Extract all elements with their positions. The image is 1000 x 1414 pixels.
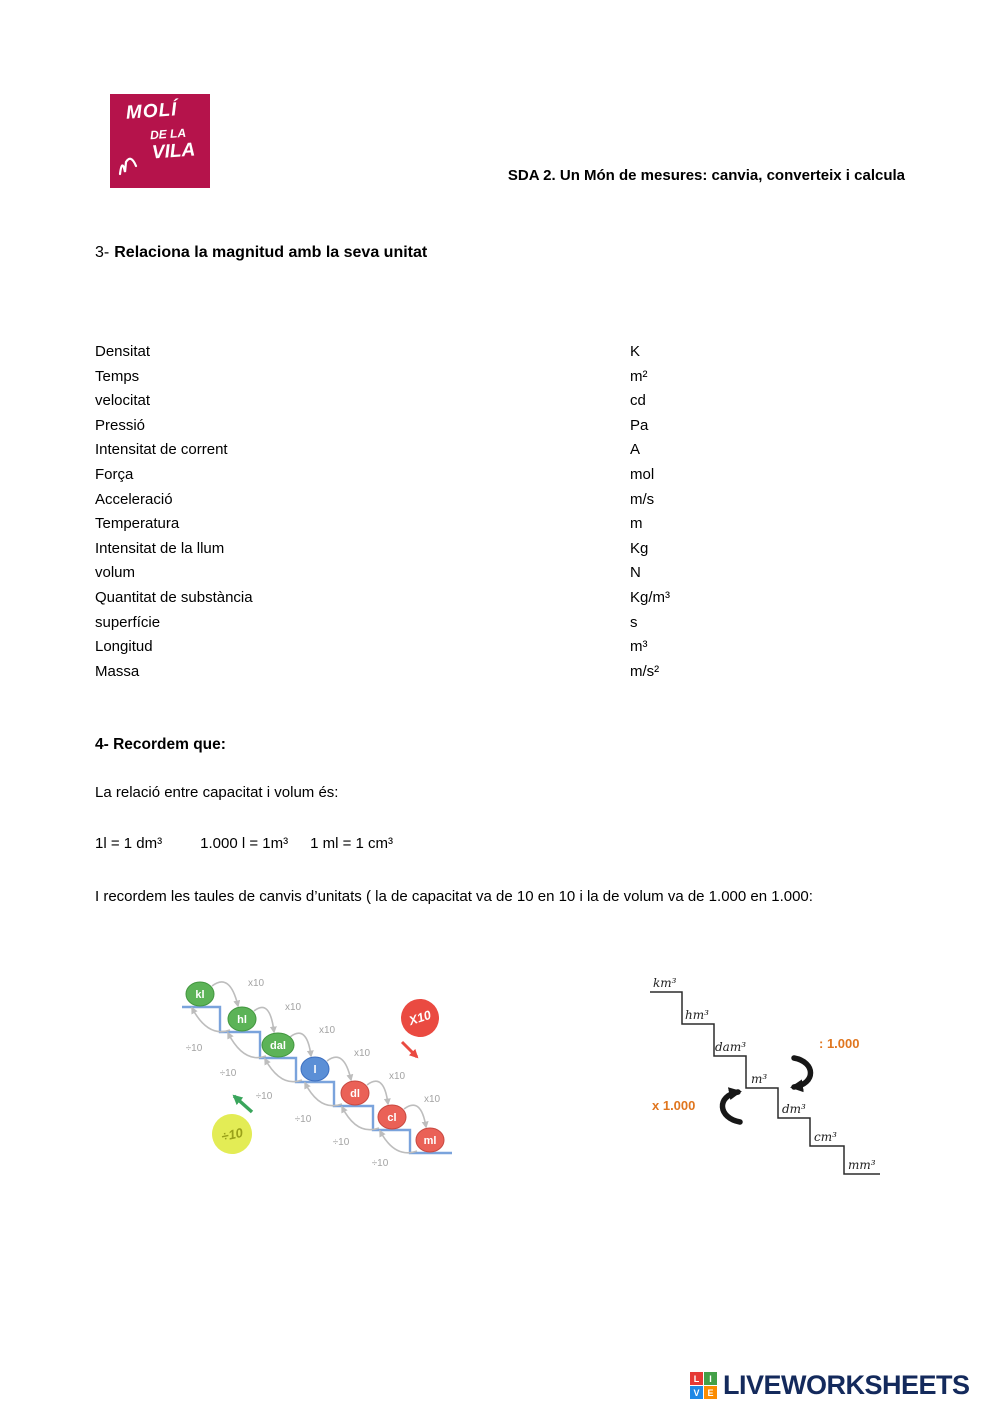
magnitude-label: superfície (95, 613, 161, 631)
match-row (95, 660, 815, 685)
svg-text:dal: dal (270, 1040, 286, 1052)
divide10-label: ÷10 (294, 1114, 312, 1125)
divide-1000-label: : 1.000 (819, 1036, 860, 1051)
x10-label: x10 (247, 978, 265, 989)
equation-item: 1.000 l = 1m³ (200, 835, 289, 852)
magnitude-label: Densitat (95, 343, 151, 360)
divide10-label: ÷10 (255, 1091, 273, 1102)
capacity-stairs-diagram (168, 956, 468, 1174)
svg-text:X10: X10 (407, 1007, 433, 1029)
magnitude-label: Temperatura (95, 515, 180, 533)
x10-label: x10 (318, 1025, 336, 1036)
volume-unit-label-dm3: dm³ (782, 1102, 806, 1116)
unit-label: Pa (630, 416, 649, 434)
capacity-volume-relation-text: La relació entre capacitat i volum és: (95, 784, 339, 801)
unit-label: K (630, 343, 641, 360)
magnitude-label: Intensitat de la llum (95, 539, 225, 557)
unit-circle-ml (416, 1128, 444, 1152)
match-row (95, 463, 815, 488)
match-row (95, 635, 815, 660)
lw-icon-cell: V (690, 1386, 703, 1399)
unit-label: N (630, 564, 641, 582)
match-row (95, 561, 815, 586)
liveworksheets-icon (690, 1372, 717, 1399)
svg-text:ml: ml (423, 1135, 437, 1147)
multiply-1000-arrow-icon (722, 1092, 740, 1122)
match-row (95, 586, 815, 611)
matching-exercise (95, 340, 815, 684)
match-row (95, 365, 815, 390)
divide10-label: ÷10 (371, 1158, 389, 1169)
section-3-heading (95, 244, 427, 262)
unit-circle-hl (228, 1007, 256, 1031)
unit-label: m³ (630, 638, 648, 656)
liveworksheets-wordmark: LIVEWORKSHEETS (723, 1370, 970, 1400)
magnitude-label: Intensitat de corrent (95, 441, 228, 459)
svg-text:cl: cl (387, 1112, 397, 1124)
document-header-title: SDA 2. Un Món de mesures: canvia, converteix i calcula (507, 167, 905, 184)
section-3-title: Relaciona la magnitud amb la seva unitat (114, 244, 428, 261)
divide10-label: ÷10 (332, 1137, 350, 1148)
volume-unit-label-mm3: mm³ (848, 1158, 876, 1172)
unit-label: m/s² (630, 662, 660, 680)
lw-icon-cell: I (704, 1372, 717, 1385)
match-row (95, 537, 815, 562)
match-row (95, 438, 815, 463)
equations-line (95, 835, 393, 852)
magnitude-label: Acceleració (95, 490, 173, 508)
school-logo-mark-icon (116, 150, 142, 178)
liveworksheets-logo (690, 1370, 970, 1401)
equation-item: 1l = 1 dm³ (95, 835, 163, 852)
divide10-badge (208, 1110, 255, 1157)
lw-icon-cell: E (704, 1386, 717, 1399)
school-logo-line2: DE LA (149, 125, 187, 143)
match-row (95, 488, 815, 513)
magnitude-label: velocitat (95, 392, 151, 410)
match-row (95, 611, 815, 636)
magnitude-label: Massa (95, 662, 140, 680)
lw-icon-cell: L (690, 1372, 703, 1385)
divide10-label: ÷10 (219, 1068, 237, 1079)
volume-unit-label-dam3: dam³ (715, 1040, 747, 1054)
green-up-arrow-icon (234, 1096, 252, 1112)
unit-circle-l (301, 1057, 329, 1081)
school-logo (110, 94, 210, 188)
magnitude-label: Pressió (95, 416, 146, 434)
unit-label: Kg (630, 539, 649, 557)
school-logo-line3: VILA (151, 139, 196, 164)
unit-label: m² (630, 367, 648, 385)
unit-label: cd (630, 392, 646, 410)
svg-text:hl: hl (237, 1014, 247, 1026)
unit-label: m/s (630, 490, 655, 508)
x10-label: x10 (388, 1071, 406, 1082)
svg-text:dl: dl (350, 1088, 360, 1100)
volume-stairs-diagram (638, 972, 888, 1190)
red-down-arrow-icon (402, 1042, 417, 1057)
svg-text:l: l (313, 1064, 317, 1076)
x10-badge (396, 994, 444, 1042)
unit-label: A (630, 441, 641, 459)
multiply-1000-label: x 1.000 (652, 1098, 696, 1113)
section-4-heading: 4- Recordem que: (95, 736, 226, 753)
x10-label: x10 (284, 1002, 302, 1013)
school-logo-line1: MOLÍ (125, 99, 179, 124)
unit-label: mol (630, 465, 655, 483)
unit-circle-kl (186, 982, 214, 1006)
volume-unit-label-m3: m³ (751, 1072, 768, 1086)
magnitude-label: Força (95, 465, 134, 483)
unit-circle-dl (341, 1081, 369, 1105)
unit-circle-cl (378, 1105, 406, 1129)
divide10-label: ÷10 (185, 1043, 203, 1054)
match-row (95, 389, 815, 414)
divide-1000-arrow-icon (794, 1058, 811, 1087)
unit-label: s (630, 613, 638, 631)
magnitude-label: volum (95, 564, 136, 582)
match-row (95, 512, 815, 537)
section-3-number: 3- (95, 244, 110, 261)
equation-item: 1 ml = 1 cm³ (310, 835, 394, 852)
x10-label: x10 (353, 1048, 371, 1059)
x10-label: x10 (423, 1094, 441, 1105)
magnitude-label: Quantitat de substància (95, 588, 253, 606)
unit-label: Kg/m³ (630, 588, 671, 606)
svg-text:kl: kl (195, 989, 205, 1001)
magnitude-label: Longitud (95, 638, 153, 656)
units-conversion-paragraph: I recordem les taules de canvis d’unitats ( la de capacitat va de 10 en 10 i la de volum va de 1.000 en 1.000: (95, 888, 813, 905)
volume-unit-label-km3: km³ (653, 976, 677, 990)
magnitude-label: Temps (95, 367, 140, 385)
volume-unit-label-hm3: hm³ (685, 1008, 709, 1022)
volume-unit-label-cm3: cm³ (814, 1130, 837, 1144)
unit-circle-dal (262, 1033, 294, 1057)
match-row (95, 340, 815, 365)
match-row (95, 414, 815, 439)
unit-label: m (630, 515, 643, 533)
svg-text:÷10: ÷10 (219, 1124, 245, 1145)
